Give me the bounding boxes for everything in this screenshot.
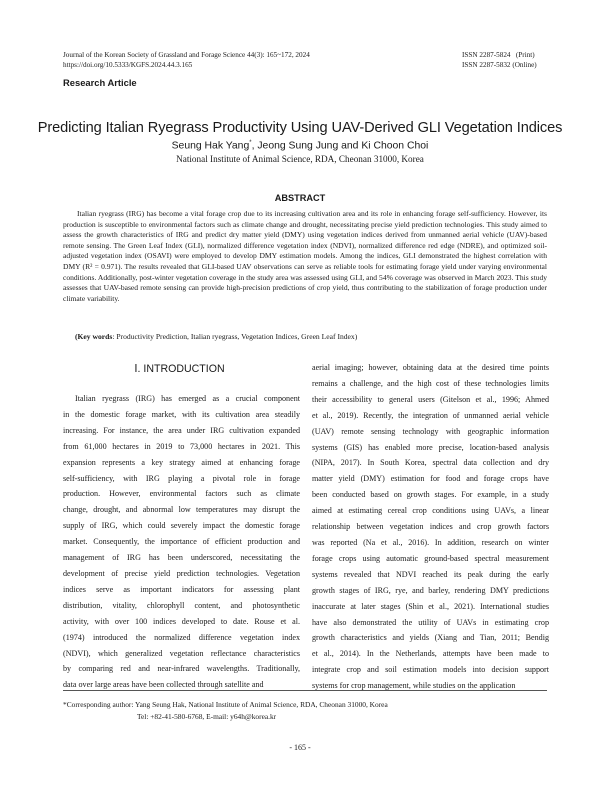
keywords-colon: : <box>112 332 115 341</box>
affiliation: National Institute of Animal Science, RDA, Cheonan 31000, Korea <box>176 154 424 164</box>
text-line: development of precise yield prediction technologies. Vegetation <box>63 568 300 578</box>
text-line: forage crops using automatic ground-based spectral measurement <box>312 553 549 563</box>
text-line: growth stages of IRG, rye, and barley, rendering DMY predictions <box>312 585 549 595</box>
footnote-divider <box>63 690 547 691</box>
text-line: change, drought, and abnormal low temperatures may disrupt the <box>63 505 300 515</box>
text-line: Italian ryegrass (IRG) has emerged as a crucial component <box>75 394 300 403</box>
text-line: indices serve as important indicators for assessing plant <box>63 584 300 594</box>
text-line: activity, with over 100 indices developed to date. Rouse et al. <box>63 616 300 626</box>
text-line: from 61,000 hectares in 2019 to 73,000 hectares in 2021. This <box>63 441 300 451</box>
text-line: systems for crop management, while studies on the application <box>312 681 516 691</box>
introduction-column-left <box>63 391 300 693</box>
text-line: expansion represents a key strategy aimed at enhancing forage <box>63 457 300 467</box>
abstract-heading: ABSTRACT <box>274 193 326 203</box>
issn-block <box>462 50 537 70</box>
text-line: been conducted based on growth stages. For example, in a study <box>312 490 549 500</box>
first-author: Seung Hak Yang <box>171 140 250 152</box>
text-line: data over large areas have been collected through satellite and <box>63 680 264 690</box>
article-type-label: Research Article <box>63 77 137 88</box>
text-line: systems revealed that NDVI reached its peak during the early <box>312 569 549 579</box>
footnote-author-line: *Corresponding author: Yang Seung Hak, National Institute of Animal Science, RDA, Cheonan 31000, Korea <box>63 700 388 709</box>
issn-print: ISSN 2287-5824 (Print) <box>462 51 535 59</box>
text-line: growth characteristics and yields (Xiang and Tian, 2011; Bendig <box>312 633 549 643</box>
text-line: production. However, environmental factors such as climate <box>63 489 300 499</box>
issn-online: ISSN 2287-5832 (Online) <box>462 61 537 69</box>
text-line: (NIPA, 2017). In South Korea, spectral data collection and dry <box>312 458 549 468</box>
text-line: distribution, vitality, chlorophyll content, and photosynthetic <box>63 600 300 610</box>
page-number: - 165 - <box>289 743 311 752</box>
text-line: management of IRG has been underscored, necessitating the <box>63 553 300 563</box>
text-line: increasing. For instance, the area under IRG cultivation expanded <box>63 425 300 435</box>
text-line: systems (GIS) has enabled more precise, location-based analysis <box>312 442 549 452</box>
text-line: integrate crop and soil estimation models into decision support <box>312 665 549 675</box>
abstract-text: Italian ryegrass (IRG) has become a vital forage crop due to its increasing cultivation area and its role in enhancing forage self-sufficiency. However, its production is susceptible to environmental factors such as climate change and drought, necessitating precise yield prediction technologies. This study aimed to assess the growth characteristics of IRG and predict dry matter yield (DMY) using vegetation indices derived from unmanned aerial vehicle (UAV)-based remote sensing. The Green Leaf Index (GLI), normalized difference vegetation index (NDVI), normalized difference red edge (NDRE), and optimized soil-adjusted vegetation index (OSAVI) were employed to develop DMY estimation models. Among the indices, GLI demonstrated the highest correlation with DMY (R² = 0.971). The results revealed that GLI-based UAV observations can serve as reliable tools for estimating forage yield under varying environmental conditions. Additionally, post-winter vegetation coverage in the study area was assessed using GLI, and 54% coverage was observed in March 2023. This study assesses that UAV-based remote sensing can provide high-precision predictions of crop yield, thus contributing to the stabilization of forage production under climate variability. <box>63 209 547 303</box>
text-line: (1974) introduced the normalized difference vegetation index <box>63 632 300 642</box>
text-line: et al., 2014). In the Netherlands, attempts have been made to <box>312 649 549 659</box>
text-line: (NDVI), which generalized vegetation reflectance characteristics <box>63 648 300 658</box>
text-line: by comparing red and near-infrared wavelengths. Traditionally, <box>63 664 300 674</box>
text-line: their accessibility to general users (Gitelson et al., 1996; Ahmed <box>312 394 549 404</box>
text-line: matter yield (DMY) estimation for food and forage crops have <box>312 474 549 484</box>
corresponding-mark: * <box>249 140 252 146</box>
text-line: have also demonstrated the utility of UAVs in estimating crop <box>312 617 549 627</box>
introduction-column-right <box>312 360 549 694</box>
text-line: self-sufficiency, with IRG playing a pivotal role in forage <box>63 473 300 483</box>
journal-citation: Journal of the Korean Society of Grassland and Forage Science 44(3): 165~172, 2024 <box>63 51 310 59</box>
text-line: relationship between vegetation indices and crop growth factors <box>312 522 549 532</box>
journal-header <box>63 50 310 70</box>
text-line: (UAV) remote sensing technology with geographic information <box>312 426 549 436</box>
text-line: supply of IRG, which could severely impact the domestic forage <box>63 521 300 531</box>
doi-link[interactable]: https://doi.org/10.5333/KGFS.2024.44.3.165 <box>63 61 193 69</box>
author-list <box>0 140 600 151</box>
keywords-list: Productivity Prediction, Italian ryegrass, Vegetation Indices, Green Leaf Index) <box>116 332 358 341</box>
text-line: aerial imaging; however, obtaining data at the desired time points <box>312 363 549 372</box>
text-line: et al., 2019). Recently, the integration of unmanned aerial vehicle <box>312 410 549 420</box>
section-heading-introduction: Ⅰ. INTRODUCTION <box>134 363 225 375</box>
text-line: inaccurate at later stages (Shin et al., 2021). International studies <box>312 601 549 611</box>
other-authors: , Jeong Sung Jung and Ki Choon Choi <box>251 140 429 152</box>
text-line: in the domestic forage market, with its cultivation area steadily <box>63 409 300 419</box>
footnote-contact-line: Tel: +82-41-580-6768, E-mail: y64h@korea.kr <box>137 712 277 721</box>
text-line: remains a challenge, and the high cost of these technologies limits <box>312 378 549 388</box>
paper-title: Predicting Italian Ryegrass Productivity Using UAV-Derived GLI Vegetation Indices <box>37 120 563 136</box>
corresponding-author-footnote <box>63 699 388 723</box>
text-line: market. Consequently, the importance of efficient production and <box>63 537 300 547</box>
text-line: aimed at estimating cereal crop conditions using UAVs, a linear <box>312 506 549 516</box>
text-line: was reported (Na et al., 2016). In addition, research on winter <box>312 537 549 547</box>
keywords <box>75 332 357 341</box>
keywords-label: (Key words <box>75 332 113 341</box>
